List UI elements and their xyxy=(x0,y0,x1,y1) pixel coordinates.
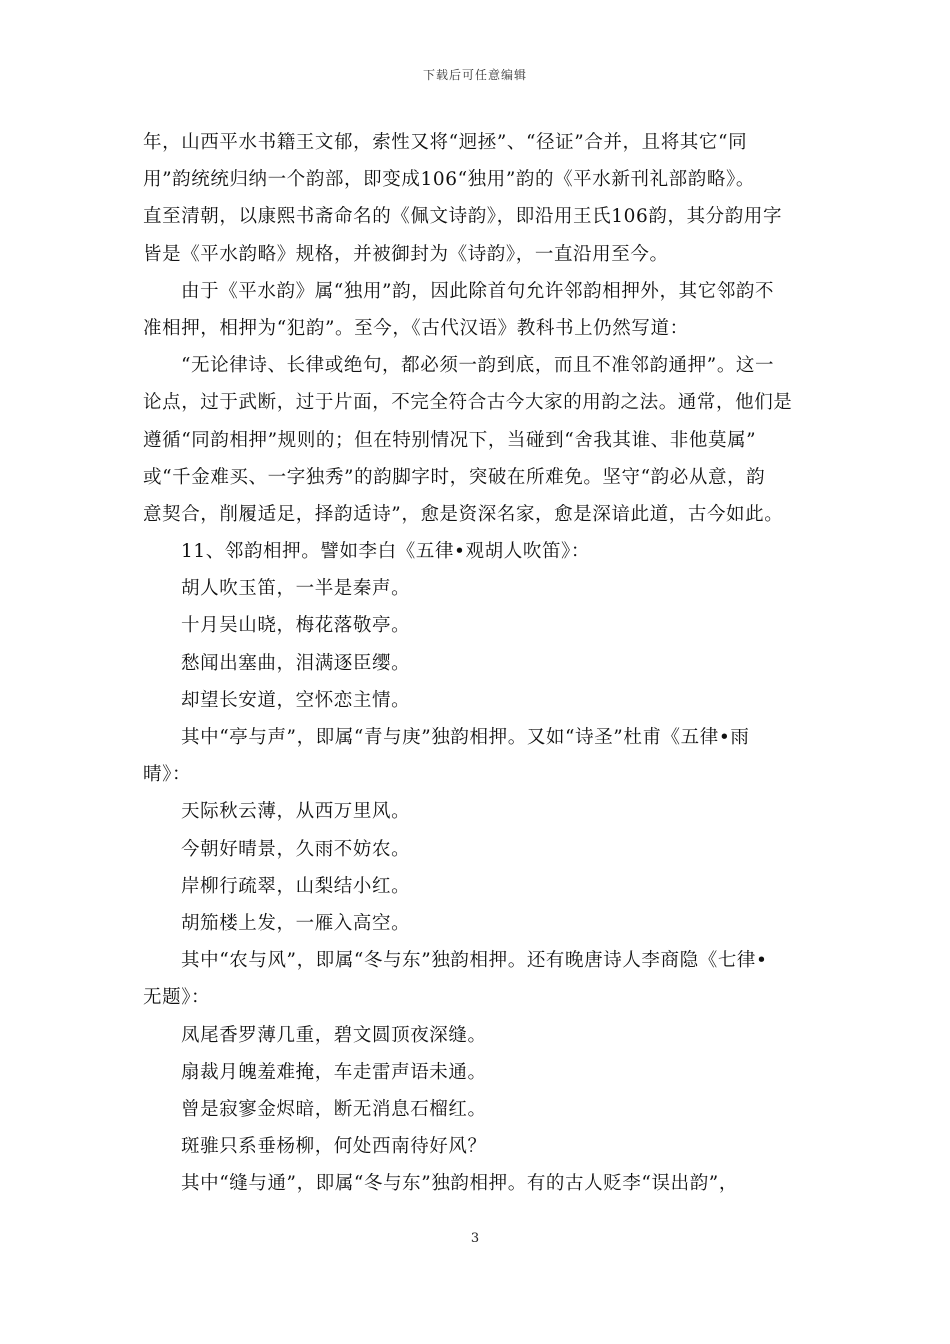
text-line: 曾是寂寥金烬暗，断无消息石榴红。 xyxy=(181,1098,487,1120)
page-header: 下载后可任意编辑 xyxy=(422,68,527,82)
text-line: 斑骓只系垂杨柳，何处西南待好风？ xyxy=(181,1136,487,1158)
text-line: 11、邻韵相押。譬如李白《五律•观胡人吹笛》： xyxy=(181,541,591,563)
text-line: 天际秋云薄，从西万里风。 xyxy=(181,801,411,823)
text-line: 胡人吹玉笛，一半是秦声。 xyxy=(181,578,411,600)
page-number: 3 xyxy=(470,1231,480,1246)
text-line: 其中“缝与通”，即属“冬与东”独韵相押。有的古人贬李“误出韵”， xyxy=(181,1173,738,1195)
text-line: 用”韵统统归纳一个韵部，即变成106“独用”韵的《平水新刊礼部韵略》。 xyxy=(143,169,755,191)
text-line: 或“千金难买、一字独秀”的韵脚字时，突破在所难免。坚守“韵必从意，韵 xyxy=(143,466,766,488)
text-line: 凤尾香罗薄几重，碧文圆顶夜深缝。 xyxy=(181,1024,487,1046)
text-line: 胡笳楼上发，一雁入高空。 xyxy=(181,912,411,934)
text-line: 论点，过于武断，过于片面，不完全符合古今大家的用韵之法。通常，他们是 xyxy=(143,392,793,414)
text-line: 晴》： xyxy=(143,764,192,786)
text-line: “无论律诗、长律或绝句，都必须一韵到底，而且不准邻韵通押”。这一 xyxy=(181,355,775,377)
text-line: 直至清朝，以康熙书斋命名的《佩文诗韵》，即沿用王氏106韵，其分韵用字 xyxy=(143,206,783,228)
text-line: 无题》： xyxy=(143,987,211,1009)
text-line: 扇裁月魄羞难掩，车走雷声语未通。 xyxy=(181,1061,487,1083)
text-line: 皆是《平水韵略》规格，并被御封为《诗韵》，一直沿用至今。 xyxy=(143,243,669,265)
text-line: 却望长安道，空怀恋主情。 xyxy=(181,689,411,711)
text-line: 遵循“同韵相押”规则的；但在特别情况下，当碰到“舍我其谁、非他莫属” xyxy=(143,429,757,451)
text-line: 今朝好晴景，久雨不妨农。 xyxy=(181,838,411,860)
text-line: 其中“农与风”，即属“冬与东”独韵相押。还有晚唐诗人李商隐《七律• xyxy=(181,950,768,972)
text-line: 十月吴山晓，梅花落敬亭。 xyxy=(181,615,411,637)
text-line: 其中“亭与声”，即属“青与庚”独韵相押。又如“诗圣”杜甫《五律•雨 xyxy=(181,727,750,748)
text-line: 愁闻出塞曲，泪满逐臣缨。 xyxy=(181,652,411,674)
text-line: 由于《平水韵》属“独用”韵，因此除首句允许邻韵相押外，其它邻韵不 xyxy=(181,280,775,302)
text-line: 准相押，相押为“犯韵”。至今，《古代汉语》教科书上仍然写道： xyxy=(143,317,689,339)
document-body xyxy=(143,124,809,1202)
text-line: 岸柳行疏翠，山梨结小红。 xyxy=(181,875,411,897)
text-line: 意契合，削履适足，择韵适诗”，愈是资深名家，愈是深谙此道，古今如此。 xyxy=(143,503,784,525)
text-line: 年，山西平水书籍王文郁，索性又将“迥拯”、“径证”合并，且将其它“同 xyxy=(143,132,748,153)
